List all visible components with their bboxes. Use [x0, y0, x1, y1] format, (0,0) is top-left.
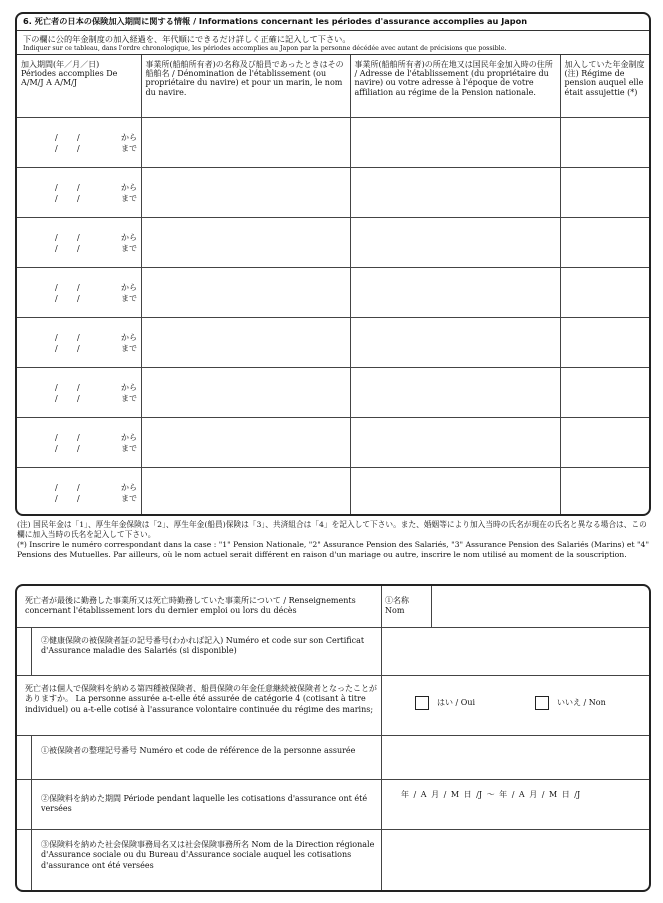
period-row — [17, 217, 649, 267]
to-label: まで — [121, 493, 137, 503]
row-paid-period — [17, 780, 649, 830]
divider — [381, 586, 382, 627]
to-label: まで — [121, 293, 137, 303]
period-row — [17, 367, 649, 417]
health-insurance-label: ②健康保険の被保険者証の記号番号(わかれば記入) Numéro et code sur son Certificat d'Assurance maladie des Salariés (si disponible) — [41, 636, 365, 656]
period-cell[interactable] — [17, 367, 141, 417]
date-slash: / — [77, 193, 80, 203]
divider — [31, 736, 32, 779]
date-slash: / — [77, 332, 80, 342]
period-row — [17, 267, 649, 317]
address-cell[interactable] — [350, 417, 560, 467]
date-slash: / — [77, 132, 80, 142]
health-insurance-input[interactable] — [385, 632, 645, 672]
insurance-periods-table — [17, 55, 649, 516]
office-name-label: ③保険料を納めた社会保険事務局名又は社会保険事務所名 Nom de la Direction régionale d'Assurance sociale ou du Bureau d'Assurance sociale auquel les cotisations d'assurance ont été versées — [41, 840, 375, 870]
to-label: まで — [121, 343, 137, 353]
address-cell[interactable] — [350, 117, 560, 167]
period-row — [17, 417, 649, 467]
last-employer-label: 死亡者が最後に勤務した事業所又は死亡時勤務していた事業所について / Renseignements concernant l'établissement lors du dernier emploi ou lors du décès — [25, 596, 356, 616]
divider — [381, 780, 382, 829]
from-label: から — [121, 182, 137, 192]
table-notes — [17, 520, 651, 560]
divider — [31, 780, 32, 829]
address-cell[interactable] — [350, 317, 560, 367]
row-office-name — [17, 830, 649, 892]
date-slash: / — [55, 432, 58, 442]
date-slash: / — [77, 182, 80, 192]
date-slash: / — [55, 393, 58, 403]
regime-cell[interactable] — [560, 317, 649, 367]
to-label: まで — [121, 143, 137, 153]
category4-question: 死亡者は個人で保険料を納める第四種被保険者、船員保険の年金任意継続被保険者となったことがありますか。 La personne assurée a-t-elle été assurée de catégorie 4 (cotisant à titre individuel) ou a-t-elle cotisé à l'assurance volontaire continuée du régime des marins; — [25, 684, 377, 714]
divider — [31, 830, 32, 892]
date-slash: / — [55, 443, 58, 453]
period-cell[interactable] — [17, 117, 141, 167]
employer-cell[interactable] — [141, 267, 350, 317]
date-slash: / — [77, 143, 80, 153]
section-title: 6. 死亡者の日本の保険加入期間に関する情報 / Informations concernant les périodes d'assurance accomplies au Japon — [17, 14, 649, 31]
date-slash: / — [55, 332, 58, 342]
no-label: いいえ / Non — [557, 698, 606, 707]
date-slash: / — [55, 343, 58, 353]
period-cell[interactable] — [17, 467, 141, 516]
date-slash: / — [77, 393, 80, 403]
period-row — [17, 467, 649, 516]
paid-period-date[interactable]: 年 / A 月 / M 日 /J ～ 年 / A 月 / M 日 /J — [401, 790, 581, 799]
regime-cell[interactable] — [560, 267, 649, 317]
instructions — [17, 31, 649, 55]
no-option — [535, 696, 606, 710]
date-slash: / — [55, 293, 58, 303]
no-checkbox[interactable] — [535, 696, 549, 710]
yes-option — [415, 696, 475, 710]
regime-cell[interactable] — [560, 367, 649, 417]
date-slash: / — [55, 193, 58, 203]
date-slash: / — [55, 382, 58, 392]
row-health-insurance — [17, 628, 649, 676]
to-label: まで — [121, 443, 137, 453]
address-cell[interactable] — [350, 467, 560, 516]
from-label: から — [121, 282, 137, 292]
date-slash: / — [77, 232, 80, 242]
name-label: ①名称 Nom — [385, 596, 409, 616]
divider — [31, 628, 32, 675]
address-cell[interactable] — [350, 367, 560, 417]
divider — [381, 676, 382, 735]
date-slash: / — [55, 493, 58, 503]
date-slash: / — [77, 343, 80, 353]
from-label: から — [121, 432, 137, 442]
from-label: から — [121, 332, 137, 342]
period-cell[interactable] — [17, 217, 141, 267]
instruction-fr: Indiquer sur ce tableau, dans l'ordre chronologique, les périodes accomplies au Japon par la personne décédée avec autant de précisions que possible. — [23, 45, 507, 53]
date-slash: / — [55, 482, 58, 492]
office-name-input[interactable] — [385, 834, 645, 888]
date-slash: / — [55, 282, 58, 292]
address-cell[interactable] — [350, 217, 560, 267]
row-category4 — [17, 676, 649, 736]
row-ref-number — [17, 736, 649, 780]
divider — [381, 830, 382, 892]
employer-cell[interactable] — [141, 417, 350, 467]
note-fr: (*) Inscrire le numéro correspondant dans la case : "1" Pension Nationale, "2" Assurance Pension des Salariés, "3" Assurance Pension des Salariés (Marins) et "4" Pensions des Mutuelles. Par ailleurs, où le nom actuel serait différent en raison d'un mariage ou autre, inscrire le nom utilisé au moment de la souscription. — [17, 540, 649, 559]
paid-period-label: ②保険料を納めた期間 Période pendant laquelle les cotisations d'assurance ont été versées — [41, 794, 368, 814]
last-employer-frame — [15, 584, 651, 892]
regime-cell[interactable] — [560, 467, 649, 516]
employer-cell[interactable] — [141, 217, 350, 267]
period-row — [17, 117, 649, 167]
from-label: から — [121, 382, 137, 392]
address-cell[interactable] — [350, 267, 560, 317]
period-cell[interactable] — [17, 317, 141, 367]
date-slash: / — [77, 432, 80, 442]
to-label: まで — [121, 243, 137, 253]
regime-cell[interactable] — [560, 217, 649, 267]
employer-cell[interactable] — [141, 467, 350, 516]
period-row — [17, 167, 649, 217]
regime-cell[interactable] — [560, 117, 649, 167]
divider — [381, 628, 382, 675]
date-slash: / — [77, 443, 80, 453]
period-cell[interactable] — [17, 167, 141, 217]
regime-cell[interactable] — [560, 417, 649, 467]
from-label: から — [121, 132, 137, 142]
header-employer: 事業所(船舶所有者)の名称及び船員であったときはその船舶名 / Dénomination de l'établissement (ou propriétaire du navire) et pour un marin, le nom du navire. — [141, 55, 350, 117]
ref-number-input[interactable] — [385, 740, 645, 776]
date-slash: / — [77, 493, 80, 503]
yes-checkbox[interactable] — [415, 696, 429, 710]
divider — [431, 586, 432, 627]
date-slash: / — [55, 143, 58, 153]
employer-cell[interactable] — [141, 117, 350, 167]
employer-cell[interactable] — [141, 167, 350, 217]
regime-cell[interactable] — [560, 167, 649, 217]
employer-cell[interactable] — [141, 367, 350, 417]
from-label: から — [121, 482, 137, 492]
section-6-frame — [15, 12, 651, 516]
row-last-employer — [17, 586, 649, 628]
date-slash: / — [77, 293, 80, 303]
period-cell[interactable] — [17, 417, 141, 467]
divider — [381, 736, 382, 779]
to-label: まで — [121, 193, 137, 203]
ref-number-label: ①被保険者の整理記号番号 Numéro et code de référence de la personne assurée — [41, 746, 356, 755]
date-slash: / — [77, 282, 80, 292]
to-label: まで — [121, 393, 137, 403]
employer-cell[interactable] — [141, 317, 350, 367]
from-label: から — [121, 232, 137, 242]
date-slash: / — [55, 232, 58, 242]
date-slash: / — [55, 132, 58, 142]
date-slash: / — [55, 182, 58, 192]
address-cell[interactable] — [350, 167, 560, 217]
header-period: 加入期間(年／月／日) Périodes accomplies De A/M/J A A/M/J — [17, 55, 141, 117]
period-row — [17, 317, 649, 367]
header-regime: 加入していた年金制度(注) Régime de pension auquel elle était assujettie (*) — [560, 55, 649, 117]
note-jp: (注) 国民年金は「1」、厚生年金保険は「2」、厚生年金(船員)保険は「3」、共済組合は「4」を記入して下さい。また、婚姻等により加入当時の氏名が現在の氏名と異なる場合は、この欄に加入当時の氏名を記入して下さい。 — [17, 520, 647, 539]
name-input[interactable] — [435, 590, 645, 624]
header-address: 事業所(船舶所有者)の所在地又は国民年金加入時の住所 / Adresse de l'établissement (du propriétaire du navire) ou votre adresse à l'époque de votre affiliation au régime de la Pension nationale. — [350, 55, 560, 117]
date-slash: / — [77, 243, 80, 253]
date-slash: / — [55, 243, 58, 253]
date-slash: / — [77, 482, 80, 492]
instruction-jp: 下の欄に公的年金制度の加入経過を、年代順にできるだけ詳しく正確に記入して下さい。 — [23, 34, 351, 44]
yes-label: はい / Oui — [437, 698, 476, 707]
period-cell[interactable] — [17, 267, 141, 317]
date-slash: / — [77, 382, 80, 392]
